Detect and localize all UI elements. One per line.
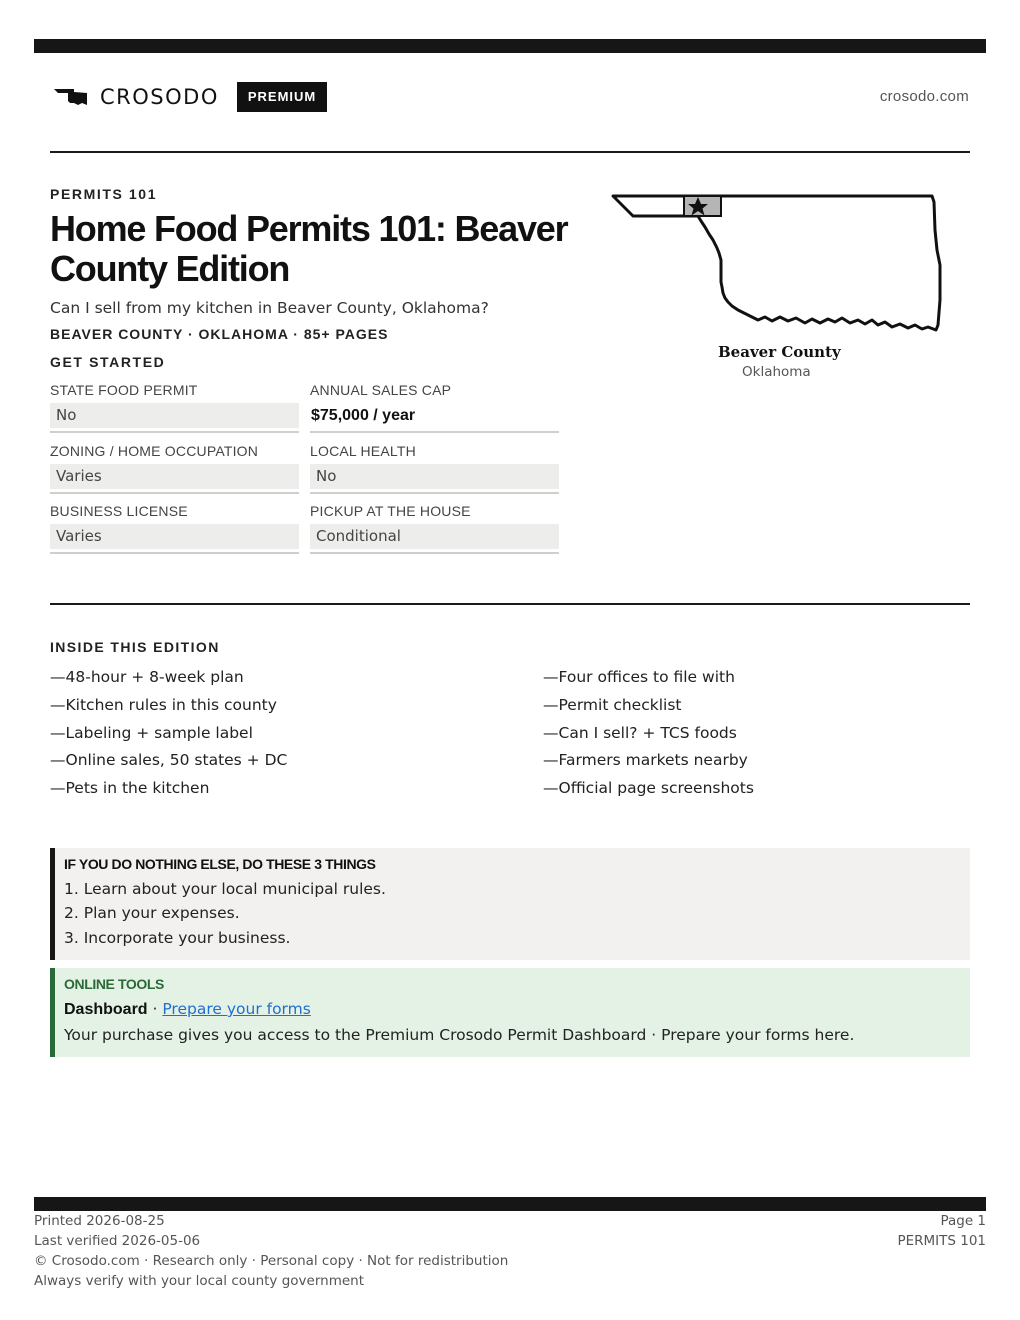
- list-item: —Labeling + sample label: [50, 723, 253, 742]
- fact-pickup: [310, 503, 559, 555]
- list-item: —Four offices to file with: [543, 668, 735, 686]
- dashboard-label: Dashboard: [64, 1001, 148, 1018]
- callout-heading: IF YOU DO NOTHING ELSE, DO THESE 3 THINGS: [64, 856, 376, 872]
- fact-label: PICKUP AT THE HOUSE: [310, 503, 471, 519]
- brand[interactable]: [54, 82, 327, 112]
- inside-list-left: [50, 666, 287, 805]
- bottom-bar: [34, 1197, 986, 1211]
- fact-value: No: [50, 403, 299, 428]
- fact-divider: [310, 552, 559, 554]
- state-outline: [613, 196, 940, 330]
- site-url[interactable]: crosodo.com: [879, 88, 969, 105]
- prepare-forms-link[interactable]: Prepare your forms: [162, 1000, 311, 1018]
- get-started-heading: GET STARTED: [50, 354, 166, 370]
- list-item: —Online sales, 50 states + DC: [50, 751, 288, 770]
- dashboard-description: Your purchase gives you access to the Premium Crosodo Permit Dashboard · Prepare your forms here.: [64, 1026, 855, 1044]
- fact-label: ANNUAL SALES CAP: [310, 382, 452, 398]
- fact-value: Varies: [50, 464, 299, 489]
- disclaimer: Always verify with your local county government: [34, 1273, 364, 1289]
- edition-meta: BEAVER COUNTY · OKLAHOMA · 85+ PAGES: [50, 326, 389, 342]
- state-map: [610, 190, 945, 335]
- fact-value: $75,000 / year: [311, 407, 416, 424]
- inside-heading: INSIDE THIS EDITION: [50, 639, 220, 655]
- map-county-label: Beaver County: [718, 343, 841, 361]
- top-bar: [34, 39, 986, 53]
- list-item: —Can I sell? + TCS foods: [543, 723, 737, 742]
- footer-right: [897, 1211, 986, 1251]
- kicker: PERMITS 101: [50, 186, 158, 202]
- fact-local-health: [310, 443, 559, 495]
- online-tools-callout: [50, 968, 970, 1057]
- fact-divider: [50, 492, 299, 494]
- fact-annual-sales-cap: [310, 382, 559, 434]
- three-things-callout: [50, 848, 970, 960]
- brand-name: CROSODO: [100, 85, 219, 109]
- fact-value: Varies: [50, 524, 299, 549]
- verified-date: Last verified 2026-05-06: [34, 1233, 201, 1249]
- printed-date: Printed 2026-08-25: [34, 1213, 165, 1229]
- list-item: —Permit checklist: [543, 695, 682, 714]
- list-item: —Official page screenshots: [543, 779, 754, 798]
- callout-step: 3. Incorporate your business.: [64, 929, 291, 947]
- fact-value: Conditional: [310, 524, 559, 549]
- footer-left: [34, 1211, 508, 1291]
- callout-step: 2. Plan your expenses.: [64, 904, 240, 922]
- premium-badge: PREMIUM: [237, 82, 327, 112]
- fact-divider: [310, 431, 559, 433]
- dashboard-line: [64, 1000, 311, 1019]
- list-item: —Kitchen rules in this county: [50, 695, 277, 714]
- page-title: Home Food Permits 101: Beaver County Edition: [50, 208, 568, 289]
- callout-step: 1. Learn about your local municipal rules.: [64, 880, 386, 898]
- callout-heading: ONLINE TOOLS: [64, 976, 164, 992]
- fact-label: STATE FOOD PERMIT: [50, 382, 198, 398]
- footer-section: PERMITS 101: [897, 1233, 986, 1249]
- fact-business-license: [50, 503, 299, 555]
- fact-divider: [310, 492, 559, 494]
- page-number: Page 1: [940, 1213, 986, 1229]
- list-item: —Farmers markets nearby: [543, 751, 748, 770]
- subtitle: Can I sell from my kitchen in Beaver County, Oklahoma?: [50, 299, 489, 317]
- fact-zoning: [50, 443, 299, 495]
- oklahoma-silhouette-icon: [54, 87, 88, 107]
- fact-label: BUSINESS LICENSE: [50, 503, 188, 519]
- list-item: —Pets in the kitchen: [50, 779, 210, 798]
- map-state-label: Oklahoma: [742, 364, 811, 380]
- fact-label: LOCAL HEALTH: [310, 443, 416, 459]
- fact-value: No: [310, 464, 559, 489]
- fact-state-food-permit: [50, 382, 299, 434]
- fact-divider: [50, 552, 299, 554]
- section-divider: [50, 603, 970, 605]
- list-item: —48-hour + 8-week plan: [50, 668, 244, 686]
- fact-label: ZONING / HOME OCCUPATION: [50, 443, 259, 459]
- separator: ·: [147, 1000, 163, 1018]
- inside-list-right: [543, 666, 754, 805]
- fact-divider: [50, 431, 299, 433]
- copyright: © Crosodo.com · Research only · Personal copy · Not for redistribution: [34, 1253, 509, 1269]
- header-divider: [50, 151, 970, 153]
